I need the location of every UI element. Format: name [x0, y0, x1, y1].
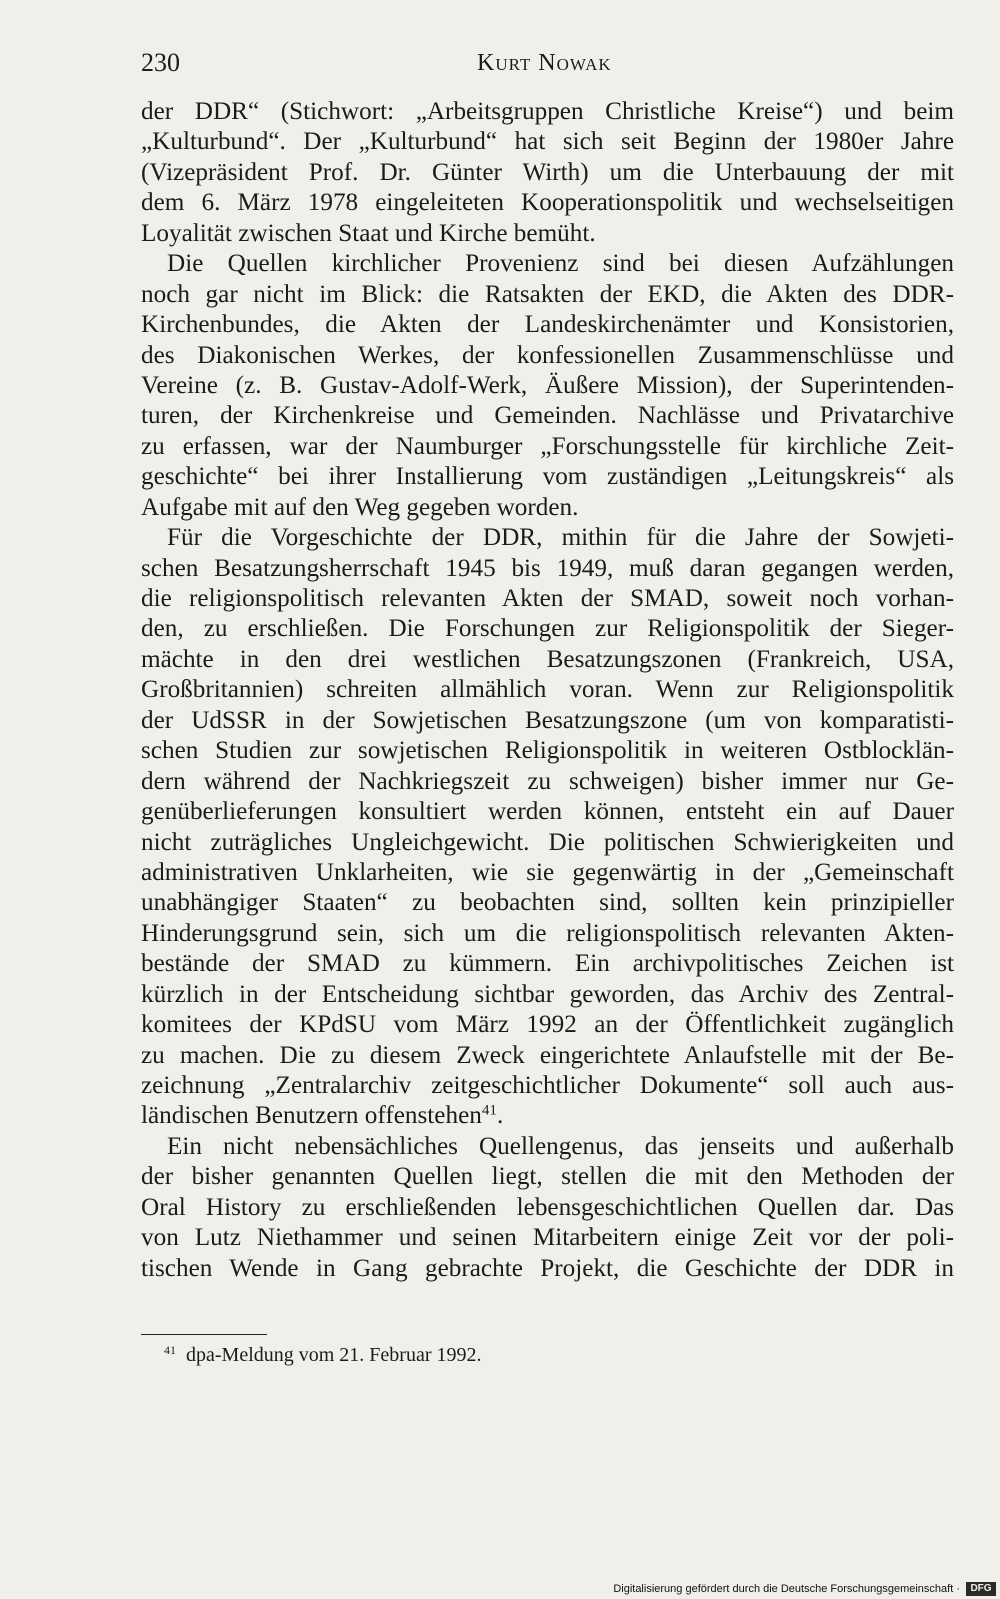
- text-line: geschichte“ bei ihrer Installierung vom zuständigen „Leitungskreis“ als: [141, 463, 954, 491]
- text-line: die religionspolitisch relevanten Akten der SMAD, soweit noch vorhan-: [141, 585, 954, 612]
- text-line: schen Studien zur sowjetischen Religionspolitik in weiteren Ostblocklän-: [141, 737, 954, 765]
- footnote-reference: 41: [481, 1103, 497, 1120]
- text-line: den, zu erschließen. Die Forschungen zur Religionspolitik der Sieger-: [141, 615, 954, 643]
- page-header: [141, 48, 953, 88]
- text-line: der bisher genannten Quellen liegt, stellen die mit den Methoden der: [141, 1163, 954, 1191]
- text-line: Für die Vorgeschichte der DDR, mithin für die Jahre der Sowjeti-: [167, 524, 954, 552]
- footnote-number: 41: [164, 1343, 176, 1358]
- text-line: Vereine (z. B. Gustav-Adolf-Werk, Äußere Mission), der Superintenden-: [141, 371, 954, 399]
- text-line: Oral History zu erschließenden lebensgeschichtlichen Quellen dar. Das: [141, 1193, 954, 1221]
- text-line: des Diakonischen Werkes, der konfessionellen Zusammenschlüsse und: [141, 341, 954, 369]
- text-line: Loyalität zwischen Staat und Kirche bemüht.: [141, 219, 596, 247]
- text-line: tischen Wende in Gang gebrachte Projekt, die Geschichte der DDR in: [141, 1254, 954, 1282]
- text-line: Ein nicht nebensächliches Quellengenus, das jenseits und außerhalb: [167, 1132, 954, 1160]
- text-line: „Kulturbund“. Der „Kulturbund“ hat sich seit Beginn der 1980er Jahre: [141, 128, 954, 156]
- text-line: nicht zuträgliches Ungleichgewicht. Die politischen Schwierigkeiten und: [141, 828, 954, 856]
- footnote-text: dpa-Meldung vom 21. Februar 1992.: [186, 1344, 482, 1366]
- text-line: noch gar nicht im Blick: die Ratsakten der EKD, die Akten des DDR-: [141, 280, 954, 308]
- text-line: genüberlieferungen konsultiert werden können, entsteht ein auf Dauer: [141, 798, 954, 826]
- text-line: mächte in den drei westlichen Besatzungszonen (Frankreich, USA,: [141, 645, 954, 673]
- text-line: administrativen Unklarheiten, wie sie gegenwärtig in der „Gemeinschaft: [141, 858, 954, 886]
- text-line: dern während der Nachkriegszeit zu schweigen) bisher immer nur Ge-: [141, 767, 954, 795]
- text-line: dem 6. März 1978 eingeleiteten Kooperationspolitik und wechselseitigen: [141, 189, 954, 217]
- footnote-divider: [141, 1334, 267, 1335]
- footnote: [164, 1344, 482, 1367]
- text-line: der DDR“ (Stichwort: „Arbeitsgruppen Christliche Kreise“) und beim: [141, 98, 954, 125]
- text-line: Die Quellen kirchlicher Provenienz sind bei diesen Aufzählungen: [167, 250, 954, 278]
- running-head: Kurt Nowak: [477, 50, 612, 76]
- text-line: zu machen. Die zu diesem Zweck eingerichtete Anlaufstelle mit der Be-: [141, 1041, 954, 1069]
- body-text: [141, 97, 954, 1284]
- text-line: Hinderungsgrund sein, sich um die religionspolitisch relevanten Akten-: [141, 919, 954, 947]
- text-line: schen Besatzungsherrschaft 1945 bis 1949, muß daran gegangen werden,: [141, 554, 954, 582]
- text-line: unabhängiger Staaten“ zu beobachten sind, sollten kein prinzipieller: [141, 889, 954, 917]
- text-line: turen, der Kirchenkreise und Gemeinden. Nachlässe und Privatarchive: [141, 402, 954, 430]
- text-line: komitees der KPdSU vom März 1992 an der Öffentlichkeit zugänglich: [141, 1011, 954, 1039]
- text-line-content: ländischen Benutzern offenstehen: [141, 1102, 482, 1130]
- text-line-with-note: [141, 1101, 954, 1131]
- text-line: zeichnung „Zentralarchiv zeitgeschichtlicher Dokumente“ soll auch aus-: [141, 1072, 954, 1099]
- text-line: der UdSSR in der Sowjetischen Besatzungszone (um von komparatisti-: [141, 706, 954, 734]
- text-line: kürzlich in der Entscheidung sichtbar geworden, das Archiv des Zentral-: [141, 980, 954, 1008]
- text-line: Aufgabe mit auf den Weg gegeben worden.: [141, 493, 579, 521]
- digitization-credit: Digitalisierung gefördert durch die Deutsche Forschungsgemeinschaft ·: [613, 1583, 960, 1595]
- text-line: (Vizepräsident Prof. Dr. Günter Wirth) um die Unterbauung der mit: [141, 158, 954, 186]
- text-line: bestände der SMAD zu kümmern. Ein archivpolitisches Zeichen ist: [141, 950, 954, 978]
- dfg-logo: DFG: [966, 1582, 996, 1596]
- text-line: zu erfassen, war der Naumburger „Forschungsstelle für kirchliche Zeit-: [141, 432, 954, 460]
- text-line: Großbritannien) schreiten allmählich voran. Wenn zur Religionspolitik: [141, 676, 954, 704]
- page-number: 230: [141, 48, 180, 77]
- sentence-period: .: [496, 1102, 504, 1130]
- text-line: Kirchenbundes, die Akten der Landeskirchenämter und Konsistorien,: [141, 311, 954, 339]
- text-line: von Lutz Niethammer und seinen Mitarbeitern einige Zeit vor der poli-: [141, 1224, 954, 1252]
